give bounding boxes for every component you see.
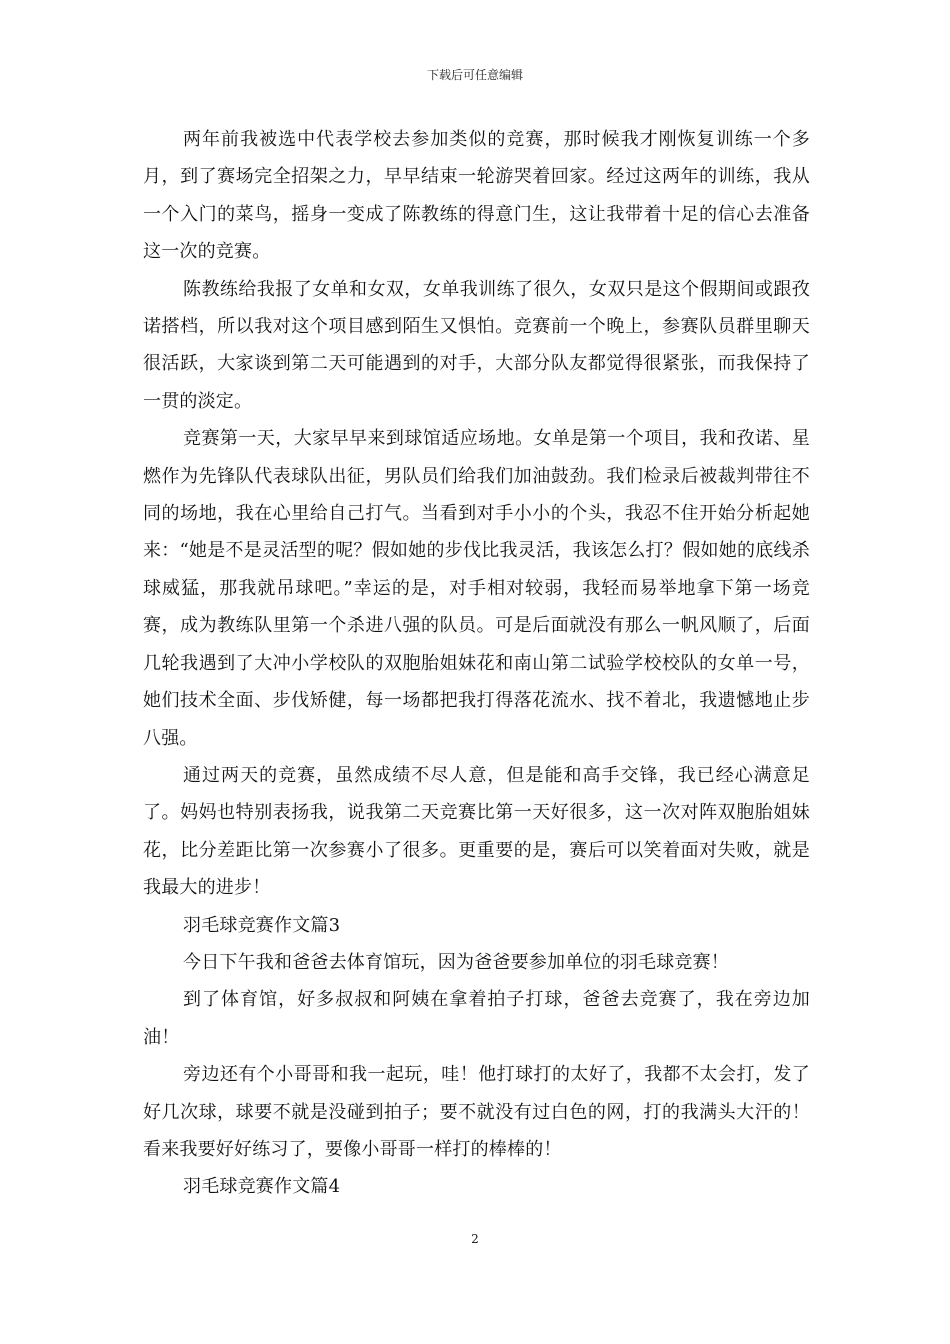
document-body — [143, 121, 810, 1206]
section-heading: 羽毛球竞赛作文篇4 — [183, 1176, 341, 1198]
paragraph: 今日下午我和爸爸去体育馆玩，因为爸爸要参加单位的羽毛球竞赛！ — [183, 951, 729, 973]
paragraph: 两年前我被选中代表学校去参加类似的竞赛，那时候我才刚恢复训练一个多月，到了赛场完全招架之力，早早结束一轮游哭着回家。经过这两年的训练，我从一个入门的菜鸟，摇身一变成了陈教练的得意门生，这让我带着十足的信心去准备这一次的竞赛。 — [143, 129, 810, 263]
paragraph: 陈教练给我报了女单和女双，女单我训练了很久，女双只是这个假期间或跟孜诺搭档，所以我对这个项目感到陌生又惧怕。竞赛前一个晚上，参赛队员群里聊天很活跃，大家谈到第二天可能遇到的对手，大部分队友都觉得很紧张，而我保持了一贯的淡定。 — [143, 278, 810, 412]
paragraph: 旁边还有个小哥哥和我一起玩，哇！他打球打的太好了，我都不太会打，发了好几次球，球要不就是没碰到拍子；要不就没有过白色的网，打的我满头大汗的！看来我要好好练习了，要像小哥哥一样打的棒棒的！ — [143, 1064, 810, 1160]
paragraph: 竞赛第一天，大家早早来到球馆适应场地。女单是第一个项目，我和孜诺、星燃作为先锋队代表球队出征，男队员们给我们加油鼓劲。我们检录后被裁判带往不同的场地，我在心里给自己打气。当看到对手小小的个头，我忍不住开始分析起她来：“她是不是灵活型的呢？假如她的步伐比我灵活，我该怎么打？假如她的底线杀球威猛，那我就吊球吧。”幸运的是，对手相对较弱，我轻而易举地拿下第一场竞赛，成为教练队里第一个杀进八强的队员。可是后面就没有那么一帆风顺了，后面几轮我遇到了大冲小学校队的双胞胎姐妹花和南山第二试验学校校队的女单一号，她们技术全面、步伐矫健，每一场都把我打得落花流水、找不着北，我遗憾地止步八强。 — [143, 428, 810, 749]
page-header: 下载后可任意编辑 — [426, 68, 523, 82]
paragraph: 通过两天的竞赛，虽然成绩不尽人意，但是能和高手交锋，我已经心满意足了。妈妈也特别表扬我，说我第二天竞赛比第一天好很多，这一次对阵双胞胎姐妹花，比分差距比第一次参赛小了很多。更重要的是，赛后可以笑着面对失败，就是我最大的进步！ — [143, 764, 810, 899]
page-number: 2 — [471, 1232, 479, 1246]
section-heading: 羽毛球竞赛作文篇3 — [183, 914, 341, 936]
paragraph: 到了体育馆，好多叔叔和阿姨在拿着拍子打球，爸爸去竞赛了，我在旁边加油！ — [143, 989, 810, 1048]
